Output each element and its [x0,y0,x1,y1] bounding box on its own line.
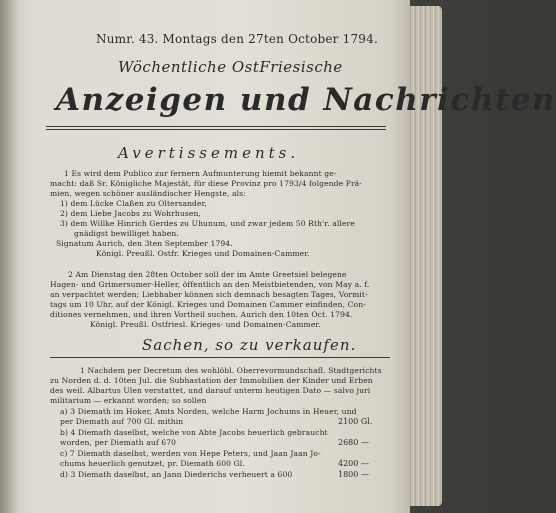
notice2-line: tags um 10 Uhr, auf der Königl. Krieges und Domainen Cammer einfinden, Con- [50,300,366,309]
notice1-line: macht: daß Sr. Königliche Majestät, für diese Provinz pro 1793/4 folgende Prä- [50,179,362,188]
sale-item-line: chums heuerlich genutzet, pr. Diemath 600 Gl. [60,459,245,468]
section-heading-sachen: Sachen, so zu verkaufen. [142,336,357,354]
masthead-title: Anzeigen und Nachrichten [56,82,556,118]
sale-intro-line: militarium — erkannt worden; so sollen [50,396,207,405]
section-heading-avertissements: Avertissements. [118,144,300,162]
sale-item-price: 2100 Gl. [338,417,373,426]
notice2-line: 2 Am Dienstag den 28ten October soll der im Amte Greetsiel belegene [68,270,347,279]
sale-item-line: c) 7 Diemath daselbst, werden von Hepe Peters, und Jaan Jaan Jo- [60,449,321,458]
section-rule [50,357,390,358]
notice2-line: ditiones vernehmen, und ihren Vortheil suchen. Aurich den 10ten Oct. 1794. [50,310,353,319]
sale-item-price: 1800 — [338,470,369,479]
sale-item-line: worden, per Diemath auf 670 [60,438,177,447]
notice1-line: Signatum Aurich, den 3ten September 1794. [56,239,233,248]
sale-item-line: d) 3 Diemath daselbst, an Jann Diederichs verheuert a 600 [60,470,293,479]
sale-intro-line: des weil. Albartus Ulen verstattet, und darauf unterm heutigen Dato — salvo juri [50,386,371,395]
spine-shadow [0,0,18,513]
sale-item-price: 2680 — [338,438,369,447]
sale-intro-line: zu Norden d. d. 10ten Jul. die Subhastation der Immobilien der Kinder und Erben [50,376,373,385]
sale-item-line: per Diemath auf 700 Gl. mithin [60,417,184,426]
notice1-line: 3) dem Willke Hinrich Gerdes zu Uhunum, und zwar jedem 50 Rth'r. allere [60,219,355,228]
notice1-line: 1 Es wird dem Publico zur fernern Aufmunterung hiemit bekannt ge- [64,169,337,178]
sale-item-line: a) 3 Diemath im Hoker, Amts Norden, welche Harm Jochums in Heuer, und [60,407,357,416]
notice2-signature: Königl. Preußl. Ostfriesl. Krieges- und Domainen-Cammer. [90,320,321,329]
masthead-rule-double [46,129,386,130]
sale-item-price: 4200 — [338,459,369,468]
notice1-line: 2) dem Liebe Jacobs zu Wohrhusen, [60,209,201,218]
notice2-line: Hagen- und Grimersumer-Heller, öffentlich an den Meistbietenden, von May a. f. [50,280,370,289]
sale-item-line: b) 4 Diemath daselbst, welche von Abte Jacobs heuerlich gebraucht [60,428,328,437]
notice1-line: gnädigst bewilliget haben. [74,229,179,238]
sale-intro-line: 1 Nachdem per Decretum des wohlöbl. Oberrevormundschafl. Stadtgerichts [80,366,382,375]
notice1-line: mien, wegen schöner ausländischer Hengste, als: [50,189,246,198]
masthead-rule [46,126,386,127]
issue-line: Numr. 43. Montags den 27ten October 1794. [96,32,378,46]
masthead-subtitle: Wöchentliche OstFriesische [118,58,343,76]
notice2-line: an verpachtet werden; Liebhaber können sich demnach besagten Tages, Vormit- [50,290,368,299]
notice1-signature: Königl. Preußl. Ostfr. Krieges und Domainen-Cammer. [96,249,310,258]
notice1-line: 1) dem Lücke Claßen zu Oltersander, [60,199,208,208]
